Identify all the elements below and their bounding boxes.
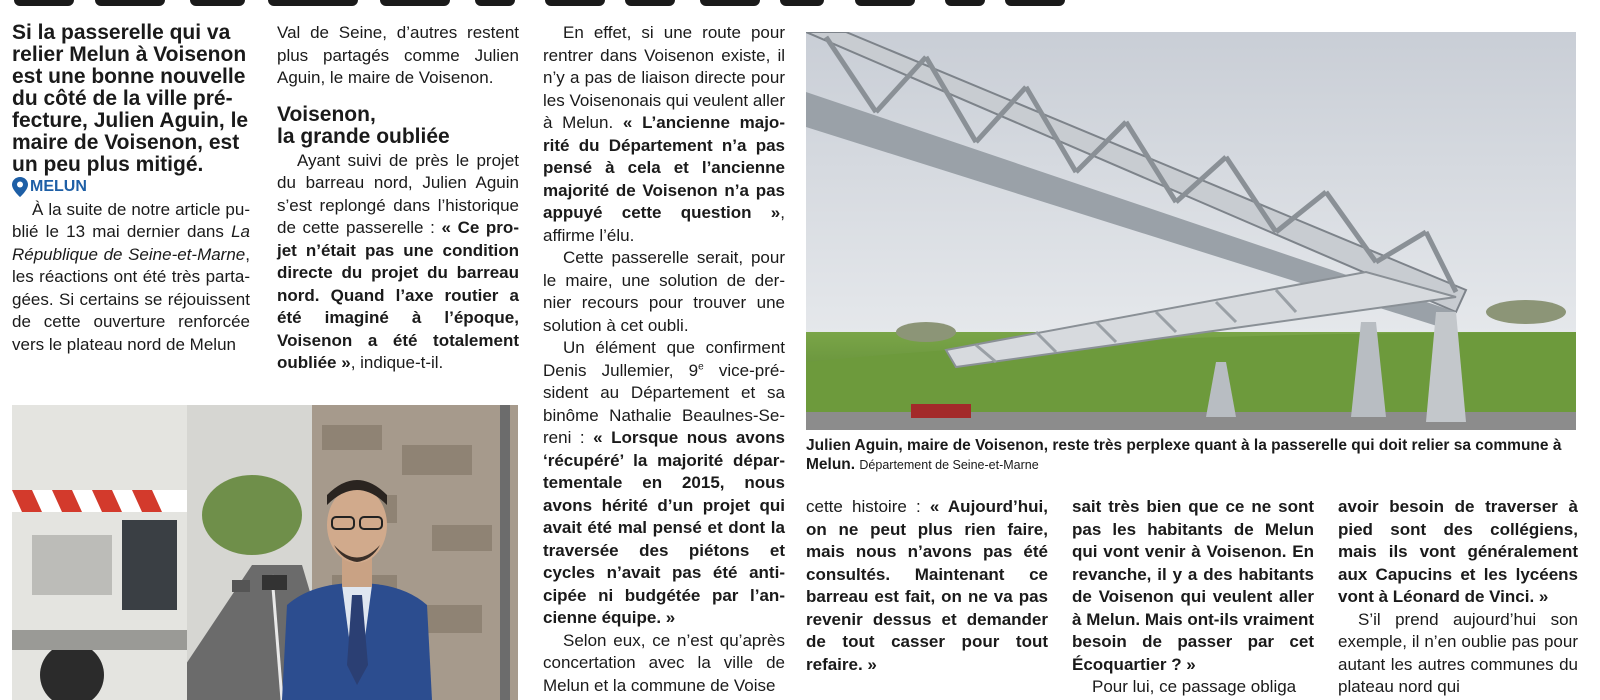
paragraph: En effet, si une route pour rentrer dans Voisenon existe, il n’y a pas de liaison directe pour les Voisenonais qui veulent aller à Melun. « L’ancienne majorité du Département n’a pas pensé à cela et l’ancienne majorité de Voisenon n’a pas appuyé cette question », affirme l’élu. <box>543 23 785 245</box>
paragraph: cette histoire : « Aujourd’hui, on ne peut plus rien faire, mais nous n’avons pas été consultés. Maintenant ce barreau est fait, on ne va pas revenir dessus et demander de tout casser pour tout refaire. » <box>806 497 1048 674</box>
caption-text: Julien Aguin, maire de Voisenon, reste très perplexe quant à la passerelle qui doit relier sa commune à Melun. <box>806 437 1562 473</box>
paragraph: Val de Seine, d’autres restent plus partagés comme Julien Aguin, le maire de Voisenon. <box>277 23 519 87</box>
bridge-photo <box>806 32 1576 430</box>
article-column-6 <box>1338 496 1578 699</box>
article-column-1 <box>12 22 250 356</box>
paragraph: Cette passerelle serait, pour le maire, une solution de dernier recours pour trouver une solution à cet oubli. <box>543 248 785 335</box>
dateline <box>12 176 250 199</box>
portrait-photo <box>12 405 518 700</box>
photo-credit: Département de Seine-et-Marne <box>859 458 1039 472</box>
paragraph: S’il prend aujourd’hui son exemple, il n’en oublie pas pour autant les autres communes du plateau nord qui <box>1338 609 1578 696</box>
paragraph: Un élément que confirment Denis Jullemier, 9e vice-président au Département et sa binôme Nathalie Beaulnes-Sereni : « Lorsque nous avons ‘récupéré’ la majorité départementale en 2015, nous avons hérité d’un projet qui avait été mal pensé et dont la traversée des piétons et cycles n’avait pas été anticipée ni budgétée par l’ancienne équipe. » <box>543 338 785 627</box>
location-pin-icon <box>12 177 28 197</box>
headline-clipped <box>0 0 1100 10</box>
dateline-text: MELUN <box>30 178 87 195</box>
section-subhead: Voisenon, la grande oubliée <box>277 102 450 148</box>
paragraph: Selon eux, ce n’est qu’après concertation avec la ville de Melun et la commune de Voise <box>543 630 785 695</box>
article-chapo: Si la passerelle qui va relier Melun à Voisenon est une bonne nouvelle du côté de la ville préfecture, Julien Aguin, le maire de Voisenon, est un peu plus mitigé. <box>12 21 249 176</box>
article-column-2 <box>277 22 519 375</box>
photo-caption <box>806 436 1576 475</box>
article-column-3 <box>543 22 785 697</box>
paragraph: Pour lui, ce passage obliga <box>1092 677 1297 696</box>
paragraph: sait très bien que ce ne sont pas les habitants de Melun qui vont venir à Voisenon. En revanche, il y a des habitants de Voisenon qui veulent aller à Melun. Mais ont-ils vraiment besoin de passer par cet Écoquartier ? » <box>1072 497 1314 674</box>
paragraph: À la suite de notre article publié le 13 mai dernier dans La République de Seine-et-Marne, les réactions ont été très partagées. Si certains se réjouissent de cette ouverture renforcée vers le plateau nord de Melun <box>12 199 250 354</box>
article-column-5 <box>1072 496 1314 699</box>
article-column-4 <box>806 496 1048 676</box>
paragraph: Ayant suivi de près le projet du barreau nord, Julien Aguin s’est replongé dans l’historique de cette passerelle : « Ce projet n’était pas une condition directe du projet du barreau nord. Quand l’axe routier a été imaginé à l’époque, Voisenon a été totalement oubliée », indique-t-il. <box>277 150 519 372</box>
paragraph: avoir besoin de traverser à pied sont des collégiens, mais ils vont généralement aux Capucins et les lycéens vont à Léonard de Vinci. » <box>1338 497 1578 606</box>
